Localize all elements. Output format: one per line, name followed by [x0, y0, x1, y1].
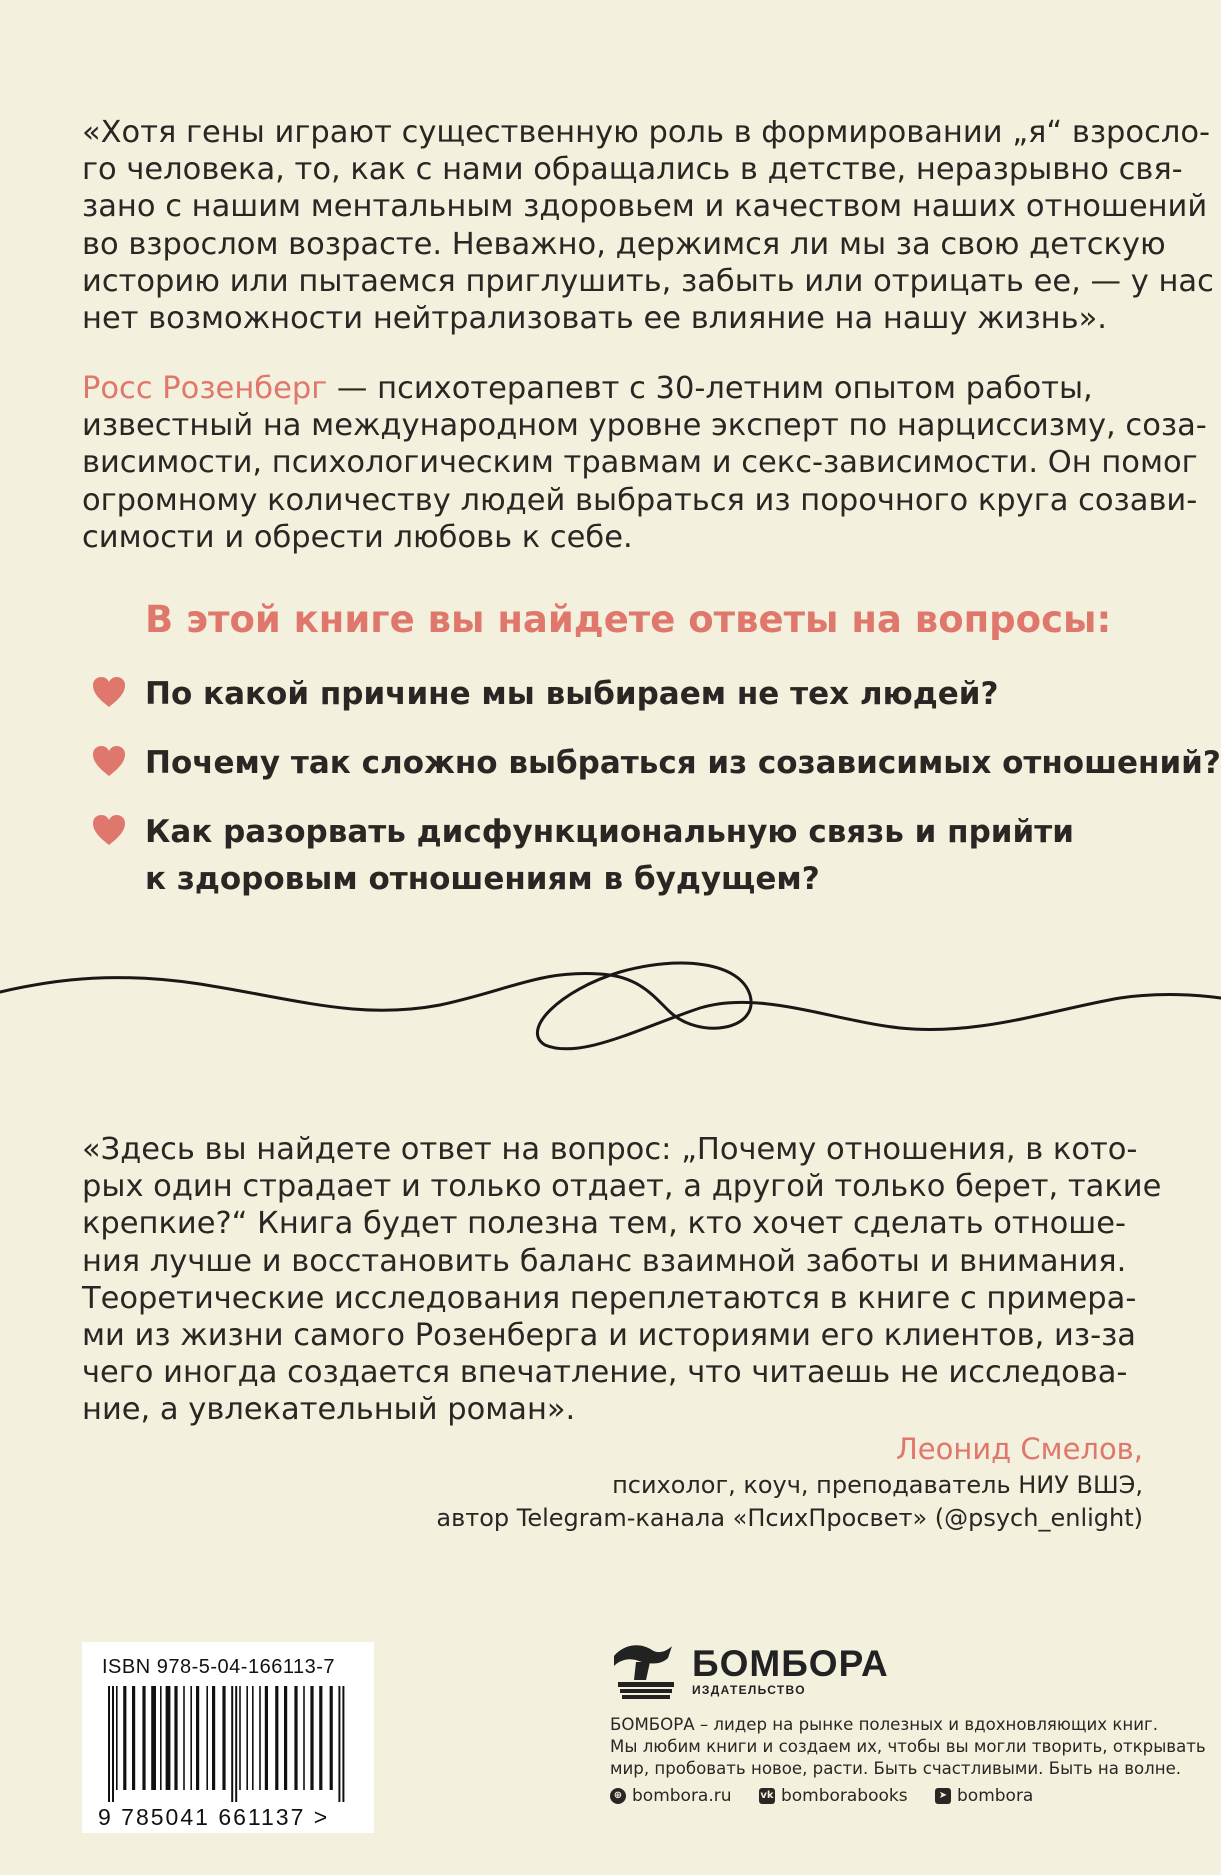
isbn-label: ISBN 978-5-04-166113-7: [102, 1656, 335, 1678]
barcode-bar: [338, 1686, 340, 1802]
intro-quote-line: историю или пытаемся приглушить, забыть или отрицать ее, — у нас: [82, 263, 1214, 299]
barcode-bar: [231, 1686, 233, 1802]
review-quote-line: Теоретические исследования переплетаются в книге с примера-: [82, 1280, 1137, 1316]
barcode-bar: [294, 1686, 297, 1790]
barcode-bar: [123, 1686, 126, 1790]
author-bio-line: известный на международном уровне эксперт по нарциссизму, соза-: [82, 408, 1207, 444]
barcode-bar: [112, 1686, 114, 1802]
intro-quote-line: го человека, то, как с нами обращались в детстве, неразрывно свя-: [82, 152, 1183, 188]
question-item: Как разорвать дисфункциональную связь и прийти: [145, 814, 1074, 850]
publisher-description-line: БОМБОРА – лидер на рынке полезных и вдохновляющих книг.: [610, 1715, 1159, 1734]
reviewer-name: Леонид Смелов,: [895, 1432, 1143, 1466]
isbn-digits: 9 785041 661137 >: [98, 1804, 330, 1830]
publisher-logo-icon: [606, 1636, 686, 1702]
review-quote-line: ния лучше и восстановить баланс взаимной заботы и внимания.: [82, 1243, 1127, 1279]
barcode-bar: [275, 1686, 278, 1790]
barcode-bar: [330, 1686, 333, 1790]
review-quote-line: «Здесь вы найдете ответ на вопрос: „Почему отношения, в кото-: [82, 1132, 1138, 1167]
isbn-barcode-box: [82, 1642, 374, 1833]
review-quote-line: крепкие?“ Книга будет полезна тем, кто хочет сделать отноше-: [82, 1206, 1126, 1242]
heart-icon: [92, 745, 126, 777]
barcode-bar: [259, 1686, 261, 1790]
heart-icon: [92, 814, 126, 846]
review-quote-line: ние, а увлекательный роман».: [82, 1392, 576, 1428]
barcode-bar: [342, 1686, 344, 1802]
social-vk-label: bomborabooks: [780, 1786, 908, 1806]
intro-quote-line: зано с нашим ментальным здоровьем и качеством наших отношений: [82, 189, 1208, 225]
intro-quote-line: во взрослом возрасте. Неважно, держимся ли мы за свою детскую: [82, 226, 1166, 262]
barcode-bar: [160, 1686, 162, 1790]
barcode-bar: [319, 1686, 322, 1790]
barcode-bar: [310, 1686, 313, 1790]
barcode-bar: [265, 1686, 268, 1790]
barcode-graphic: [104, 1686, 362, 1802]
social-telegram[interactable]: [935, 1786, 1033, 1806]
author-bio-line: симости и обрести любовь к себе.: [82, 519, 633, 555]
barcode-bar: [239, 1686, 241, 1790]
wavy-line-divider: [0, 950, 1221, 1060]
questions-heading: В этой книге вы найдете ответы на вопросы:: [145, 598, 1112, 641]
author-name: Росс Розенберг: [82, 371, 328, 406]
review-quote-line: ми из жизни самого Розенберга и историями его клиентов, из-за: [82, 1318, 1136, 1354]
barcode-bar: [132, 1686, 135, 1790]
telegram-icon: ➤: [935, 1788, 951, 1804]
author-bio-line: висимости, психологическим травмам и секс-зависимости. Он помог: [82, 445, 1198, 481]
intro-quote-line: нет возможности нейтрализовать ее влияние на нашу жизнь».: [82, 301, 1107, 337]
question-item: Почему так сложно выбраться из созависимых отношений?: [145, 745, 1221, 781]
social-website[interactable]: [610, 1786, 732, 1806]
publisher-description-line: мир, пробовать новое, расти. Быть счастливыми. Быть на волне.: [610, 1759, 1182, 1778]
barcode-bar: [174, 1686, 177, 1790]
author-bio-line: огромному количеству людей выбраться из порочного круга созави-: [82, 482, 1198, 518]
barcode-bar: [222, 1686, 225, 1790]
heart-icon: [92, 676, 126, 708]
social-links: [610, 1783, 1055, 1806]
barcode-bar: [142, 1686, 145, 1790]
barcode-bar: [212, 1686, 215, 1790]
review-quote-line: рых один страдает и только отдает, а другой только берет, такие: [82, 1169, 1162, 1205]
vk-icon: vk: [759, 1788, 775, 1804]
reviewer-credentials: психолог, коуч, преподаватель НИУ ВШЭ,: [612, 1471, 1143, 1499]
social-website-label: bombora.ru: [632, 1786, 732, 1806]
barcode-bar: [303, 1686, 305, 1790]
barcode-bar: [284, 1686, 287, 1790]
barcode-bar: [235, 1686, 237, 1802]
question-item-continued: к здоровым отношениям в будущем?: [145, 861, 820, 897]
social-telegram-label: bombora: [957, 1786, 1034, 1806]
barcode-bar: [108, 1686, 110, 1802]
social-vk[interactable]: [759, 1786, 908, 1806]
review-quote: [82, 1131, 1162, 1429]
barcode-bar: [183, 1686, 185, 1790]
barcode-bar: [206, 1686, 208, 1790]
barcode-bar: [246, 1686, 248, 1790]
author-bio-first-line: — психотерапевт с 30-летним опытом работы,: [327, 371, 1093, 406]
publisher-description-line: Мы любим книги и создаем их, чтобы вы могли творить, открывать: [610, 1737, 1206, 1756]
question-item: По какой причине мы выбираем не тех людей?: [145, 676, 999, 712]
barcode-bar: [166, 1686, 171, 1790]
intro-quote-line: «Хотя гены играют существенную роль в формировании „я“ взросло-: [82, 115, 1210, 150]
barcode-bar: [196, 1686, 199, 1790]
author-bio-line: [82, 370, 1142, 407]
intro-quote: [82, 114, 1214, 337]
globe-icon: ⊕: [610, 1788, 626, 1804]
publisher-description: [610, 1714, 1206, 1780]
review-quote-line: чего иногда создается впечатление, что читаешь не исследова-: [82, 1355, 1128, 1391]
publisher-subtitle: ИЗДАТЕЛЬСТВО: [692, 1683, 806, 1697]
publisher-name: БОМБОРА: [692, 1643, 889, 1684]
barcode-bar: [151, 1686, 156, 1790]
reviewer-channel: автор Telegram-канала «ПсихПросвет» (@psych_enlight): [436, 1504, 1143, 1532]
barcode-bar: [190, 1686, 192, 1790]
author-bio: [82, 370, 1207, 556]
barcode-bar: [116, 1686, 118, 1790]
barcode-bar: [252, 1686, 254, 1790]
